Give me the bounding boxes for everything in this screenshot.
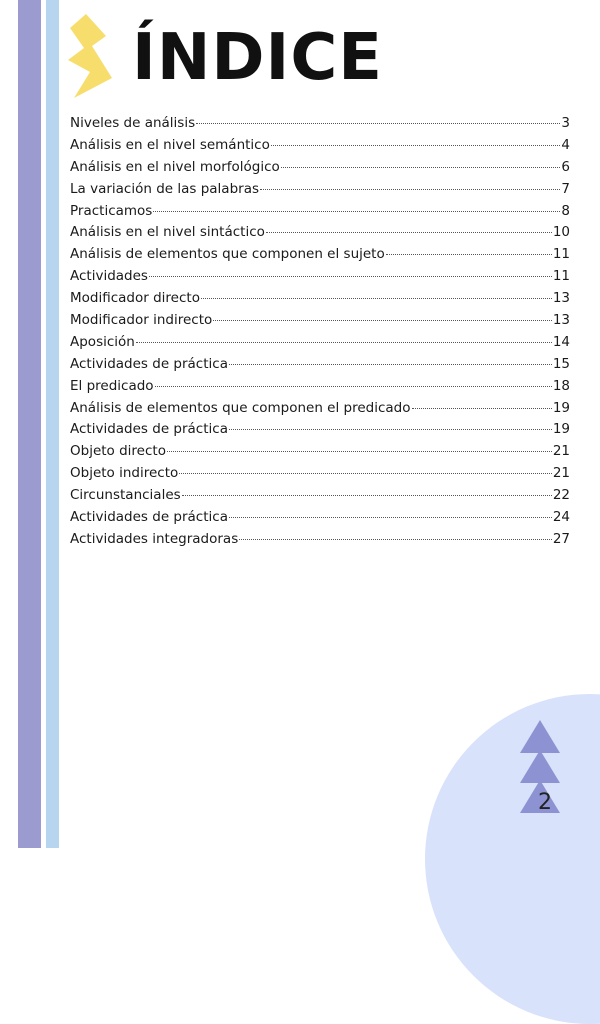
- dot-leader: [412, 408, 552, 409]
- toc-entry-title: Análisis de elementos que componen el sujeto: [70, 246, 385, 263]
- toc-entry-page: 27: [552, 530, 570, 547]
- page-title: ÍNDICE: [132, 21, 383, 95]
- dot-leader: [167, 451, 552, 452]
- toc-entry-page: 22: [552, 487, 570, 504]
- toc-entry-page: 10: [552, 224, 570, 241]
- toc-entry-page: 15: [552, 355, 570, 372]
- dot-leader: [213, 320, 552, 321]
- toc-entry[interactable]: [70, 290, 570, 312]
- toc-entry-title: Análisis de elementos que componen el predicado: [70, 399, 411, 416]
- toc-entry-page: 11: [552, 246, 570, 263]
- dot-leader: [271, 145, 561, 146]
- toc-entry[interactable]: [70, 531, 570, 553]
- toc-entry[interactable]: [70, 356, 570, 378]
- lightning-bolt-icon: [66, 14, 112, 98]
- toc-entry-title: Circunstanciales: [70, 487, 181, 504]
- dot-leader: [229, 517, 552, 518]
- toc-entry-title: El predicado: [70, 377, 154, 394]
- dot-leader: [179, 473, 552, 474]
- toc-entry-page: 13: [552, 312, 570, 329]
- dot-leader: [182, 495, 552, 496]
- toc-entry[interactable]: [70, 443, 570, 465]
- toc-entry[interactable]: [70, 246, 570, 268]
- toc-entry[interactable]: [70, 181, 570, 203]
- toc-entry-page: 11: [552, 268, 570, 285]
- dot-leader: [153, 211, 560, 212]
- toc-entry-page: 18: [552, 377, 570, 394]
- toc-entry-page: 4: [561, 136, 570, 153]
- toc-entry[interactable]: [70, 465, 570, 487]
- toc-entry-title: Objeto directo: [70, 443, 166, 460]
- toc-entry[interactable]: [70, 509, 570, 531]
- toc-entry-title: Actividades integradoras: [70, 530, 239, 547]
- triangle-arrow-icon: [520, 720, 560, 753]
- toc-entry-page: 21: [552, 443, 570, 460]
- toc-entry[interactable]: [70, 137, 570, 159]
- toc-entry[interactable]: [70, 115, 570, 137]
- decorative-circle: [425, 694, 600, 1024]
- toc-entry[interactable]: [70, 312, 570, 334]
- dot-leader: [266, 232, 552, 233]
- dot-leader: [229, 429, 552, 430]
- toc-entry-page: 19: [552, 399, 570, 416]
- dot-leader: [281, 167, 561, 168]
- toc-entry[interactable]: [70, 487, 570, 509]
- left-stripe-purple: [18, 0, 41, 848]
- toc-entry-page: 3: [561, 115, 570, 131]
- toc-entry-title: Actividades: [70, 268, 148, 285]
- toc-entry-title: Actividades de práctica: [70, 509, 228, 526]
- dot-leader: [196, 123, 560, 124]
- toc-entry-page: 19: [552, 421, 570, 438]
- toc-entry[interactable]: [70, 268, 570, 290]
- toc-entry-page: 8: [561, 202, 570, 219]
- dot-leader: [260, 189, 560, 190]
- dot-leader: [229, 364, 552, 365]
- toc-entry-title: Análisis en el nivel semántico: [70, 136, 270, 153]
- table-of-contents: [70, 115, 570, 553]
- dot-leader: [155, 386, 552, 387]
- toc-entry-page: 6: [561, 158, 570, 175]
- toc-entry-page: 13: [552, 290, 570, 307]
- left-stripe-blue: [46, 0, 59, 848]
- page-number: 2: [538, 790, 552, 815]
- toc-entry-title: Análisis en el nivel sintáctico: [70, 224, 265, 241]
- toc-entry-page: 21: [552, 465, 570, 482]
- toc-entry[interactable]: [70, 203, 570, 225]
- toc-entry-title: Modificador directo: [70, 290, 200, 307]
- toc-entry[interactable]: [70, 400, 570, 422]
- dot-leader: [149, 276, 552, 277]
- toc-entry-title: Niveles de análisis: [70, 115, 196, 131]
- toc-entry-page: 14: [552, 333, 570, 350]
- dot-leader: [201, 298, 552, 299]
- toc-entry-title: La variación de las palabras: [70, 180, 260, 197]
- dot-leader: [136, 342, 552, 343]
- toc-entry[interactable]: [70, 334, 570, 356]
- toc-entry[interactable]: [70, 378, 570, 400]
- toc-entry-page: 24: [552, 509, 570, 526]
- toc-entry-title: Objeto indirecto: [70, 465, 179, 482]
- toc-entry[interactable]: [70, 159, 570, 181]
- toc-entry-title: Actividades de práctica: [70, 355, 228, 372]
- toc-entry-title: Modificador indirecto: [70, 312, 213, 329]
- toc-entry-title: Actividades de práctica: [70, 421, 228, 438]
- dot-leader: [386, 254, 552, 255]
- toc-entry-title: Practicamos: [70, 202, 153, 219]
- toc-entry[interactable]: [70, 224, 570, 246]
- toc-entry-page: 7: [561, 180, 570, 197]
- toc-entry-title: Aposición: [70, 333, 135, 350]
- toc-entry-title: Análisis en el nivel morfológico: [70, 158, 280, 175]
- dot-leader: [239, 539, 552, 540]
- triangle-arrow-icon: [520, 750, 560, 783]
- toc-entry[interactable]: [70, 421, 570, 443]
